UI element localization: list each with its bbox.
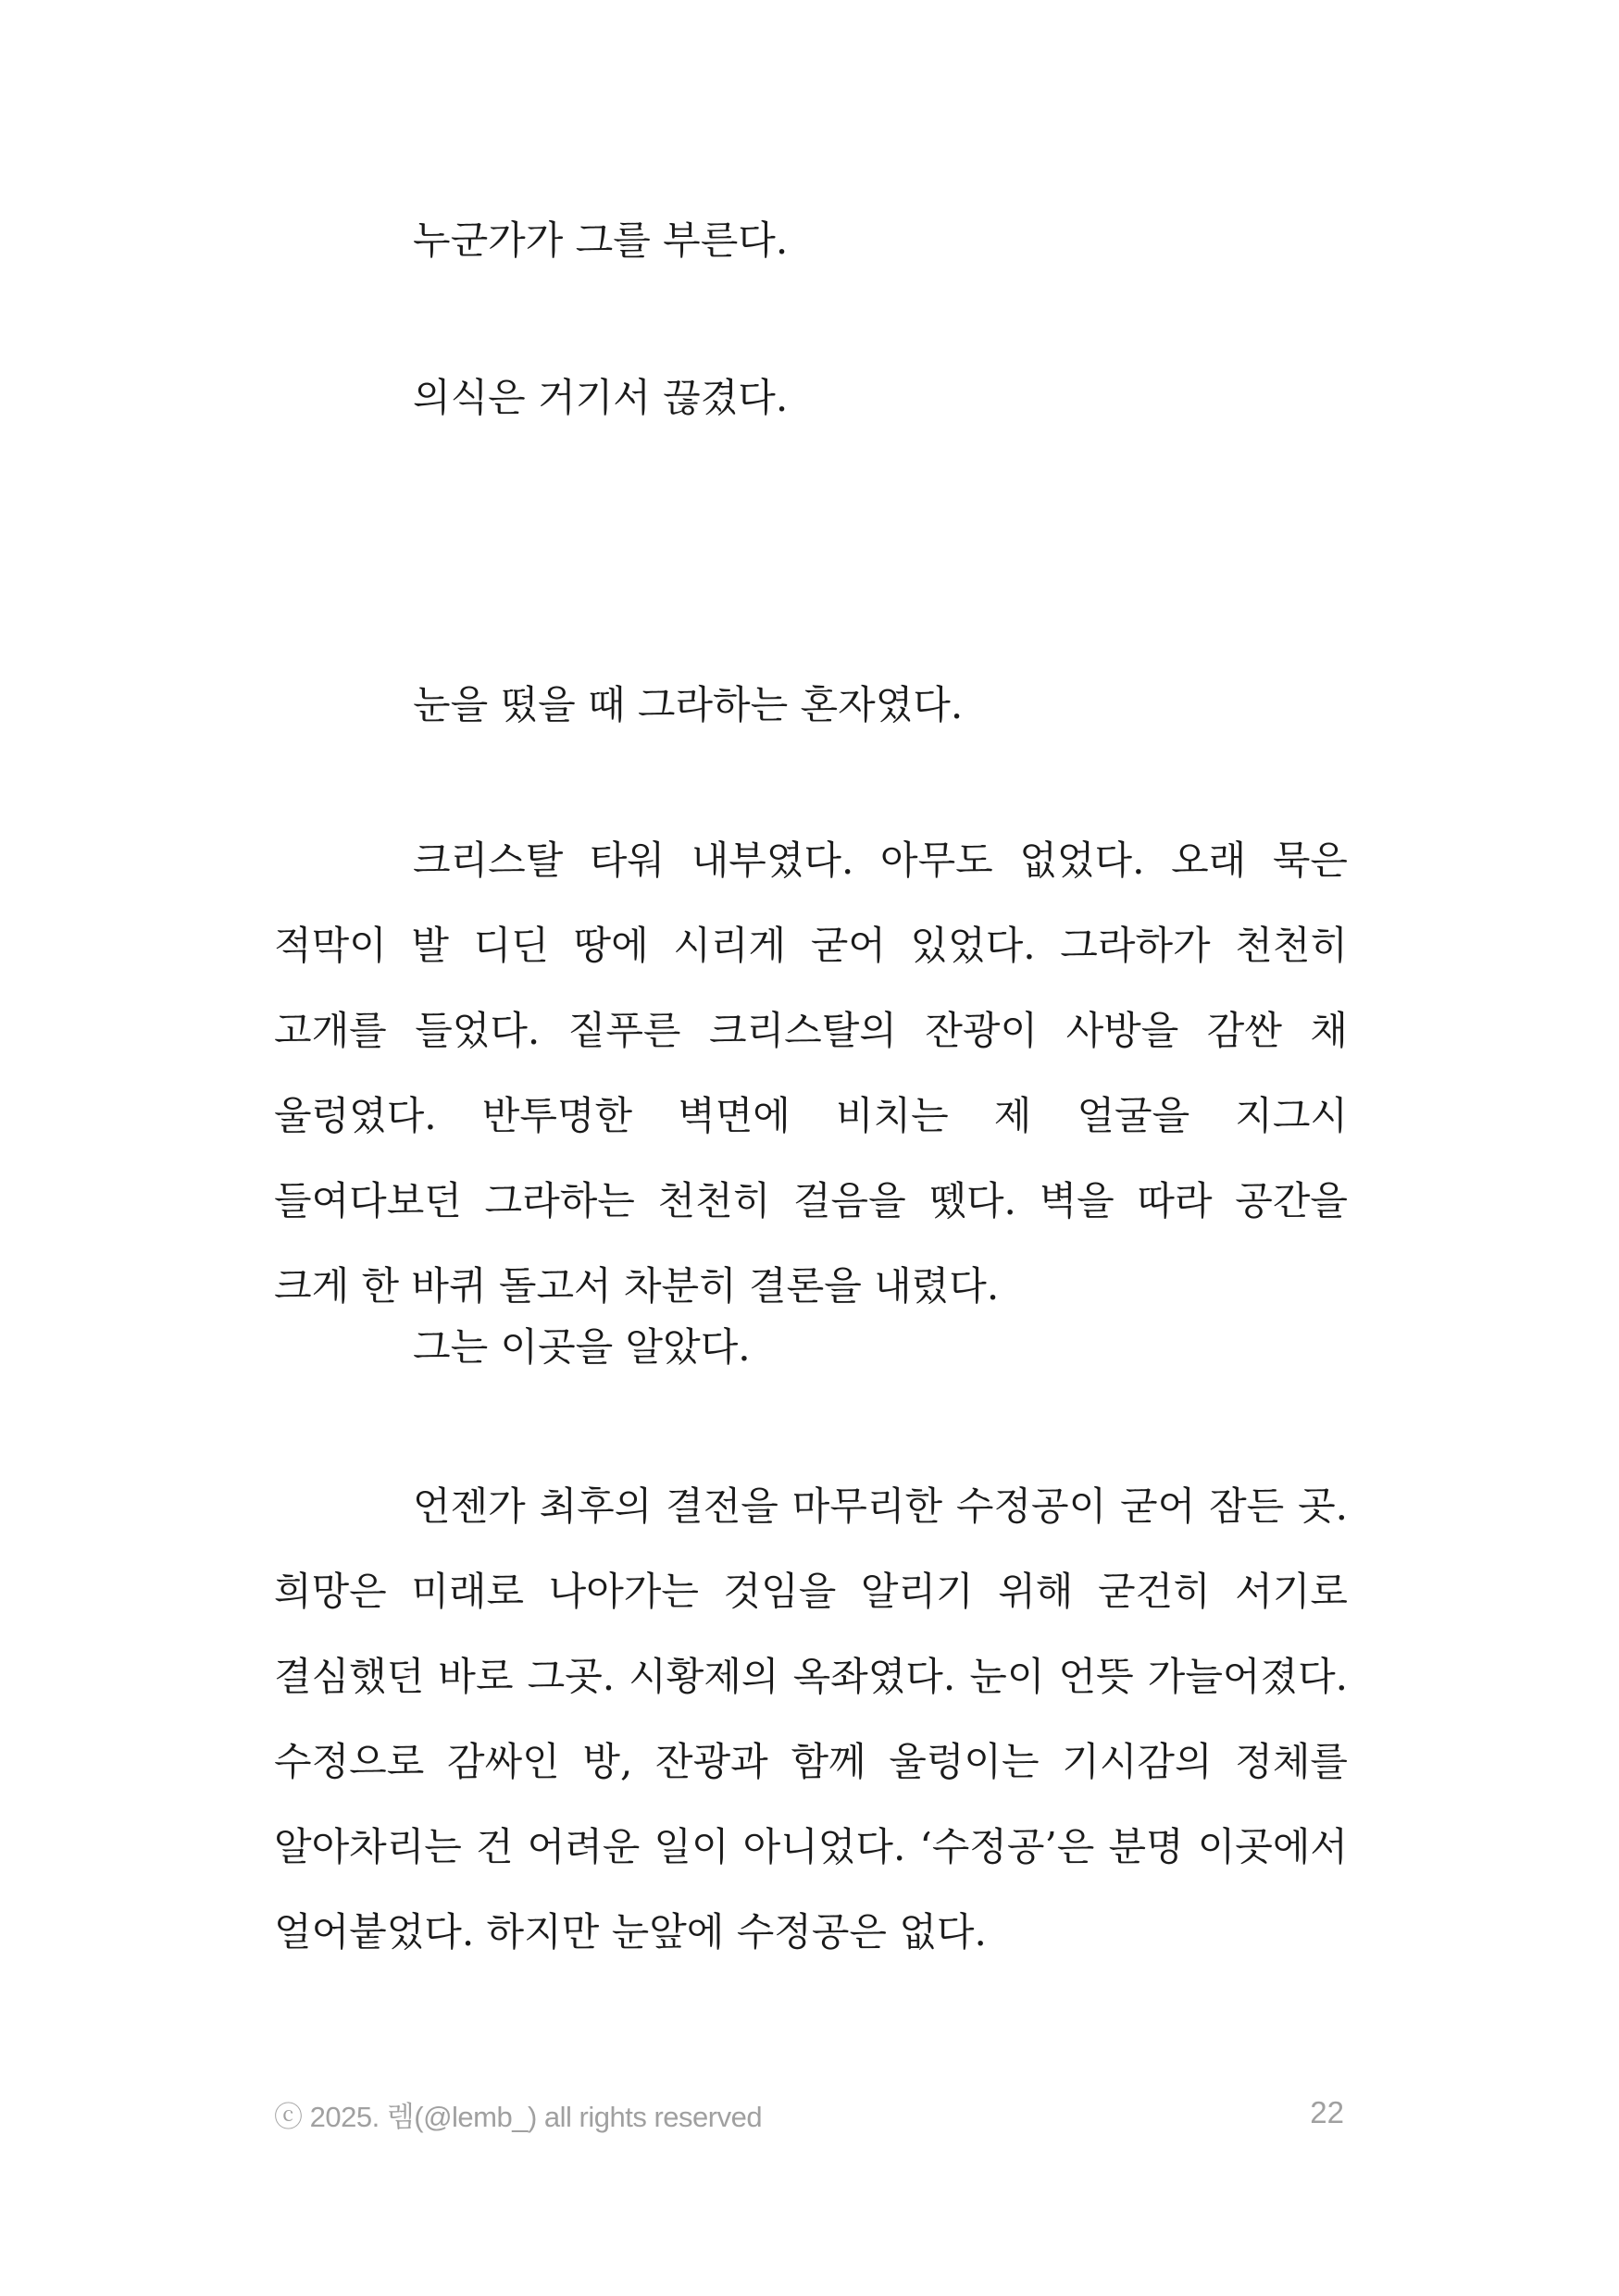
copyright-notice: ⓒ 2025. 렘(@lemb_) all rights reserved	[274, 2101, 763, 2133]
paragraph-text: 그는 이곳을 알았다.	[413, 1324, 751, 1370]
paragraph-2	[274, 355, 1348, 441]
paragraph-4	[274, 818, 1348, 1329]
paragraph-text: 크리스탈 타워 내부였다. 아무도 없었다. 오래 묵은 적막이 발 디딘 땅에 시리게 굳어 있었다. 그라하가 천천히 고개를 들었다. 짙푸른 크리스탈의 잔광이 사방을 감싼 채 울렁였다. 반투명한 벽면에 비치는 제 얼굴을 지그시 들여다보던 그라하는 천천히 걸음을 뗐다. 벽을 따라 공간을 크게 한 바퀴 돌고서 차분히 결론을 내렸다.	[274, 838, 1348, 1309]
paragraph-3	[274, 663, 1348, 748]
paragraph-text: 언젠가 최후의 결전을 마무리한 수정공이 굳어 잠든 곳. 희망은 미래로 나아가는 것임을 알리기 위해 굳건히 서기로 결심했던 바로 그곳. 시황제의 옥좌였다. 눈이 언뜻 가늘어졌다. 수정으로 감싸인 방, 잔광과 함께 울렁이는 기시감의 정체를 알아차리는 건 어려운 일이 아니었다. ‘수정공’은 분명 이곳에서 얼어붙었다. 하지만 눈앞에 수정공은 없다.	[274, 1483, 1348, 1955]
paragraph-text: 눈을 떴을 때 그라하는 혼자였다.	[413, 682, 964, 727]
paragraph-5	[274, 1305, 1348, 1390]
page-number: 22	[1310, 2095, 1344, 2129]
page-footer	[274, 2093, 1348, 2138]
paragraph-text: 의식은 거기서 끊겼다.	[413, 375, 789, 420]
paragraph-text: 누군가가 그를 부른다.	[413, 217, 789, 263]
paragraph-6	[274, 1464, 1348, 1975]
paragraph-1	[274, 198, 1348, 283]
